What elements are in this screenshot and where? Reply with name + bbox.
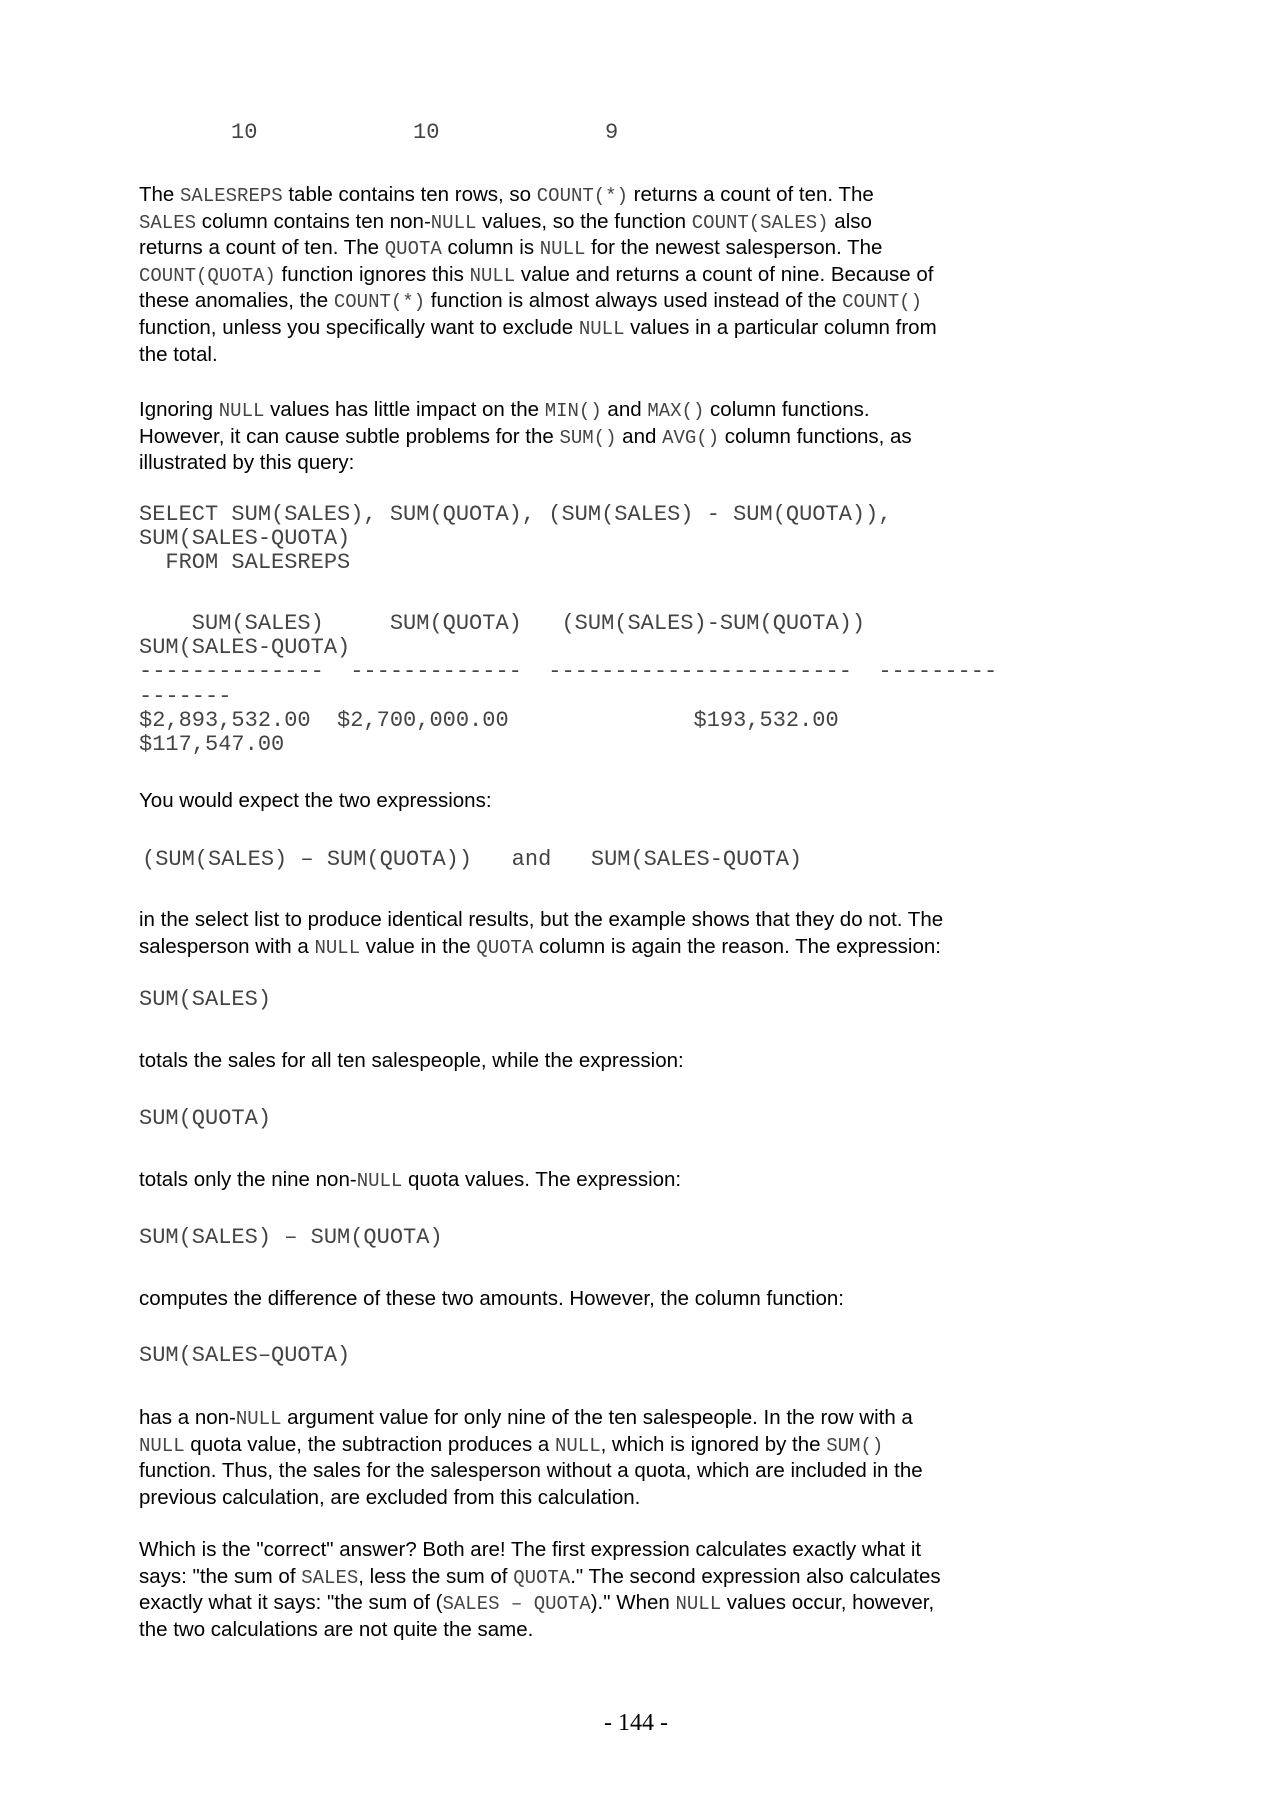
text-line <box>139 397 912 424</box>
inline-code: AVG() <box>662 426 720 449</box>
text-run: returns a count of ten. The <box>627 183 874 206</box>
text-run: table contains ten rows, so <box>282 183 537 206</box>
text-line <box>139 182 937 209</box>
text-line <box>139 1485 923 1512</box>
text-line <box>139 450 912 477</box>
inline-code: NULL <box>430 211 477 234</box>
text-line <box>139 209 937 236</box>
text-run: quota value, the subtraction produces a <box>184 1432 555 1456</box>
inline-code: SUM() <box>559 426 617 449</box>
text-run: column contains ten non- <box>196 209 431 233</box>
text-line <box>139 1590 941 1617</box>
text-run: computes the difference of these two amounts. However, the column function: <box>139 1287 844 1310</box>
inline-code: NULL <box>235 1408 282 1430</box>
text-run: totals only the nine non- <box>139 1168 357 1191</box>
text-line <box>139 1458 923 1485</box>
count-sales-value: 10 <box>413 120 440 145</box>
inline-code: SALESREPS <box>180 185 283 207</box>
text-run: )." When <box>590 1591 676 1615</box>
text-run: values occur, however, <box>721 1591 935 1615</box>
inline-code: COUNT(*) <box>536 185 628 207</box>
paragraph-count-explanation <box>139 182 937 368</box>
inline-code: SALES – QUOTA <box>442 1593 591 1616</box>
inline-code: MAX() <box>647 400 705 422</box>
text-run: value and returns a count of nine. Because of <box>515 262 934 286</box>
text-run: and <box>601 398 648 421</box>
text-line <box>139 1564 941 1591</box>
count-star-value: 10 <box>231 120 258 145</box>
text-run: illustrated by this query: <box>139 451 355 475</box>
text-run: The <box>139 183 181 206</box>
text-run: says: "the sum of <box>139 1564 302 1588</box>
text-run: in the select list to produce identical results, but the example shows that they do not. The <box>139 908 944 931</box>
inline-code: COUNT(*) <box>333 291 426 314</box>
text-line <box>139 934 943 961</box>
inline-code: MIN() <box>544 400 602 422</box>
inline-code: NULL <box>218 400 265 422</box>
text-run: ." The second expression also calculates <box>570 1564 941 1588</box>
inline-code: COUNT(QUOTA) <box>139 264 276 287</box>
text-line <box>139 1167 681 1194</box>
text-run: , less the sum of <box>358 1564 514 1588</box>
text-run: column is again the reason. The expression: <box>533 934 941 958</box>
inline-code: NULL <box>469 264 516 287</box>
text-run: values, so the function <box>476 209 692 233</box>
code-difference: SUM(SALES) – SUM(QUOTA) <box>139 1225 443 1250</box>
paragraph-expect <box>139 788 492 815</box>
text-run: function ignores this <box>275 262 470 286</box>
inline-code: SALES <box>139 211 197 234</box>
code-expressions: (SUM(SALES) – SUM(QUOTA)) and SUM(SALES-QUOTA) <box>142 847 803 872</box>
code-sum-sales-quota: SUM(SALES–QUOTA) <box>139 1343 351 1368</box>
text-line <box>139 342 937 369</box>
paragraph-totals-quota <box>139 1167 681 1194</box>
text-run: previous calculation, are excluded from this calculation. <box>139 1485 641 1509</box>
text-line <box>139 1617 941 1644</box>
text-run: , which is ignored by the <box>600 1432 827 1456</box>
text-line <box>139 1048 684 1075</box>
text-line <box>139 315 937 342</box>
inline-code: QUOTA <box>384 238 442 261</box>
text-run: has a non- <box>139 1406 236 1429</box>
text-run: the total. <box>139 342 218 366</box>
text-run: also <box>828 209 872 233</box>
inline-code: COUNT(SALES) <box>691 211 829 234</box>
query-result: SUM(SALES) SUM(QUOTA) (SUM(SALES)-SUM(QUOTA)) SUM(SALES-QUOTA) -------------- ------------- ----------------------- --------- ------- $2,893,532.00 $2,700,000.00 $193,532.00 $117,547.00 <box>139 611 998 758</box>
inline-code: NULL <box>539 238 586 261</box>
text-run: values in a particular column from <box>624 315 937 339</box>
page-number: - 144 - <box>604 1710 668 1736</box>
paragraph-select-list <box>139 907 943 960</box>
paragraph-correct <box>139 1537 941 1643</box>
count-quota-value: 9 <box>605 120 619 145</box>
text-run: function is almost always used instead of the <box>425 289 843 313</box>
text-line <box>139 288 937 315</box>
text-run: totals the sales for all ten salespeople, while the expression: <box>139 1049 684 1072</box>
text-run: and <box>616 424 663 448</box>
inline-code: COUNT() <box>842 291 922 314</box>
text-run: column functions. <box>704 398 870 421</box>
text-run: for the newest salesperson. The <box>585 236 883 260</box>
text-run: argument value for only nine of the ten salespeople. In the row with a <box>281 1406 913 1429</box>
paragraph-totals-sales <box>139 1048 684 1075</box>
text-line <box>139 1405 923 1432</box>
text-run: quota values. The expression: <box>402 1168 682 1191</box>
text-line <box>139 1286 844 1313</box>
text-line <box>139 1537 941 1564</box>
inline-code: QUOTA <box>513 1566 571 1589</box>
inline-code: SUM() <box>826 1434 884 1457</box>
text-run: salesperson with a <box>139 934 315 958</box>
inline-code: SALES <box>301 1566 359 1589</box>
text-run: returns a count of ten. The <box>139 236 385 260</box>
inline-code: NULL <box>139 1434 185 1457</box>
paragraph-ignoring-null <box>139 397 912 477</box>
text-line <box>139 424 912 451</box>
inline-code: NULL <box>675 1593 722 1616</box>
text-run: You would expect the two expressions: <box>139 789 492 812</box>
text-run: value in the <box>360 934 477 958</box>
text-line <box>139 262 937 289</box>
paragraph-non-null <box>139 1405 923 1511</box>
inline-code: NULL <box>578 317 625 340</box>
text-line <box>139 1432 923 1459</box>
text-run: function. Thus, the sales for the salesperson without a quota, which are included in the <box>139 1459 923 1483</box>
text-run: column is <box>441 236 540 260</box>
text-run: the two calculations are not quite the same. <box>139 1617 534 1641</box>
inline-code: QUOTA <box>476 936 534 959</box>
text-run: values has little impact on the <box>264 398 545 421</box>
code-sum-sales: SUM(SALES) <box>139 987 272 1012</box>
text-run: exactly what it says: "the sum of ( <box>139 1591 443 1615</box>
text-run: Ignoring <box>139 398 219 421</box>
text-run: these anomalies, the <box>139 289 334 313</box>
text-run: function, unless you specifically want to exclude <box>139 315 579 339</box>
text-line <box>139 788 492 815</box>
text-line <box>139 235 937 262</box>
sql-query: SELECT SUM(SALES), SUM(QUOTA), (SUM(SALES) - SUM(QUOTA)), SUM(SALES-QUOTA) FROM SALESREPS <box>139 502 892 576</box>
inline-code: NULL <box>356 1170 403 1192</box>
inline-code: NULL <box>555 1434 601 1457</box>
text-run: column functions, as <box>719 424 912 448</box>
paragraph-computes <box>139 1286 844 1313</box>
text-line <box>139 907 943 934</box>
inline-code: NULL <box>314 936 361 959</box>
text-run: Which is the "correct" answer? Both are! The first expression calculates exactly what it <box>139 1538 922 1561</box>
code-sum-quota: SUM(QUOTA) <box>139 1106 272 1131</box>
text-run: However, it can cause subtle problems for the <box>139 424 560 448</box>
